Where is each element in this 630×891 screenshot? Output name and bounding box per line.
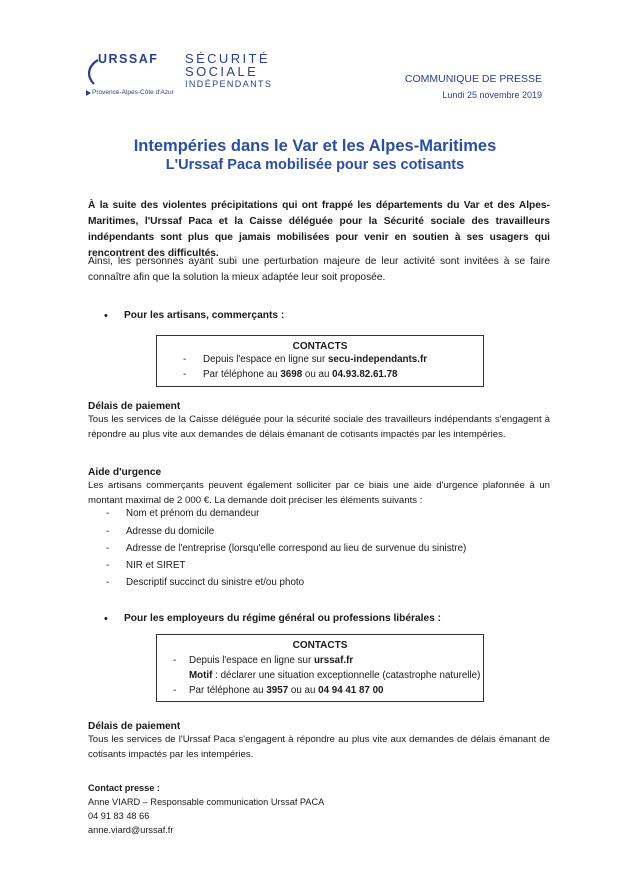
phone-short-number: 3698	[280, 369, 303, 380]
contact-title: Contact presse :	[88, 783, 160, 793]
contact-name: Anne VIARD – Responsable communication Urssaf PACA	[88, 797, 325, 807]
secu-independants-link[interactable]: secu-independants.fr	[327, 354, 428, 365]
contacts-title: CONTACTS	[292, 341, 348, 352]
delais-text-2: Tous les services de l'Urssaf Paca s'engagent à répondre au plus vite aux demandes de délais émanant de cotisants impactés par les intempéries.	[88, 734, 550, 760]
ssi-line2: SOCIALE	[185, 64, 259, 79]
delais-title-2: Délais de paiement	[88, 721, 181, 732]
contacts-box-2	[156, 634, 484, 702]
list-item: - Adresse du domicile	[106, 526, 215, 537]
ssi-line3: INDÉPENDANTS	[185, 79, 273, 89]
aide-title: Aide d'urgence	[88, 467, 162, 478]
subheadline: L'Urssaf Paca mobilisée pour ses cotisants	[165, 157, 465, 173]
list-item: - Adresse de l'entreprise (lorsqu'elle correspond au lieu de survenue du sinistre)	[106, 543, 467, 554]
contact-phone: 04 91 83 48 66	[88, 811, 150, 821]
contacts-box-1	[156, 335, 484, 387]
phone-number: 04.93.82.61.78	[332, 369, 398, 380]
section2-heading: Pour les employeurs du régime général ou professions libérales :	[124, 613, 442, 624]
list-item: - Nom et prénom du demandeur	[106, 508, 260, 519]
phone-short-number: 3957	[266, 685, 289, 696]
section1-heading: Pour les artisans, commerçants :	[124, 310, 285, 321]
press-release-label: COMMUNIQUE DE PRESSE	[404, 73, 542, 85]
contact-email[interactable]: anne.viard@urssaf.fr	[88, 825, 174, 835]
urssaf-logo-text: URSSAF	[98, 52, 159, 66]
intro-bold-paragraph: À la suite des violentes précipitations qui ont frappé les départements du Var et des Alpes-Maritimes, l'Urssaf Paca et la Caisse déléguée pour la Sécurité sociale des travailleurs indépendants sont plus que jamais mobilisées pour venir en soutien à ses usagers qui rencontrent des difficultés.	[88, 200, 550, 259]
list-item: - NIR et SIRET	[106, 560, 186, 571]
ssi-line1: SÉCURITÉ	[185, 51, 270, 66]
phone-number: 04 94 41 87 00	[318, 685, 384, 696]
contact-line-online: - Depuis l'espace en ligne sur secu-independants.fr	[183, 354, 428, 365]
urssaf-link[interactable]: urssaf.fr	[313, 655, 354, 666]
intro-paragraph: Ainsi, les personnes ayant subi une perturbation majeure de leur activité sont invitées à se faire connaître afin que la solution la mieux adaptée leur soit proposée.	[88, 256, 550, 283]
ssi-logo	[185, 52, 272, 91]
contact-line-phone: - Par téléphone au 3698 ou au 04.93.82.61.78	[183, 369, 398, 380]
headline: Intempéries dans le Var et les Alpes-Maritimes	[133, 137, 497, 155]
bullet-icon: •	[104, 613, 108, 625]
aide-text: Les artisans commerçants peuvent également solliciter par ce biais une aide d'urgence plafonnée à un montant maximal de 2 000 €. La demande doit préciser les éléments suivants :	[88, 480, 550, 506]
bullet-icon: •	[104, 310, 108, 322]
release-date: Lundi 25 novembre 2019	[442, 90, 542, 100]
region-arrow-icon	[86, 90, 91, 96]
contacts-title: CONTACTS	[292, 640, 348, 651]
urssaf-region-label: Provence-Alpes-Côte d'Azur	[92, 89, 174, 96]
contact-line-phone: - Par téléphone au 3957 ou au 04 94 41 87 00	[173, 685, 384, 696]
contact-line-online: - Depuis l'espace en ligne sur urssaf.fr	[173, 655, 354, 666]
motif-line: Motif : déclarer une situation exceptionnelle (catastrophe naturelle)	[189, 670, 481, 681]
delais-title-1: Délais de paiement	[88, 401, 181, 412]
list-item: - Descriptif succinct du sinistre et/ou photo	[106, 577, 305, 588]
delais-text-1: Tous les services de la Caisse déléguée pour la sécurité sociale des travailleurs indépendants s'engagent à répondre au plus vite aux demandes de délais émanant de cotisants impactés par les intempéries.	[88, 414, 550, 440]
